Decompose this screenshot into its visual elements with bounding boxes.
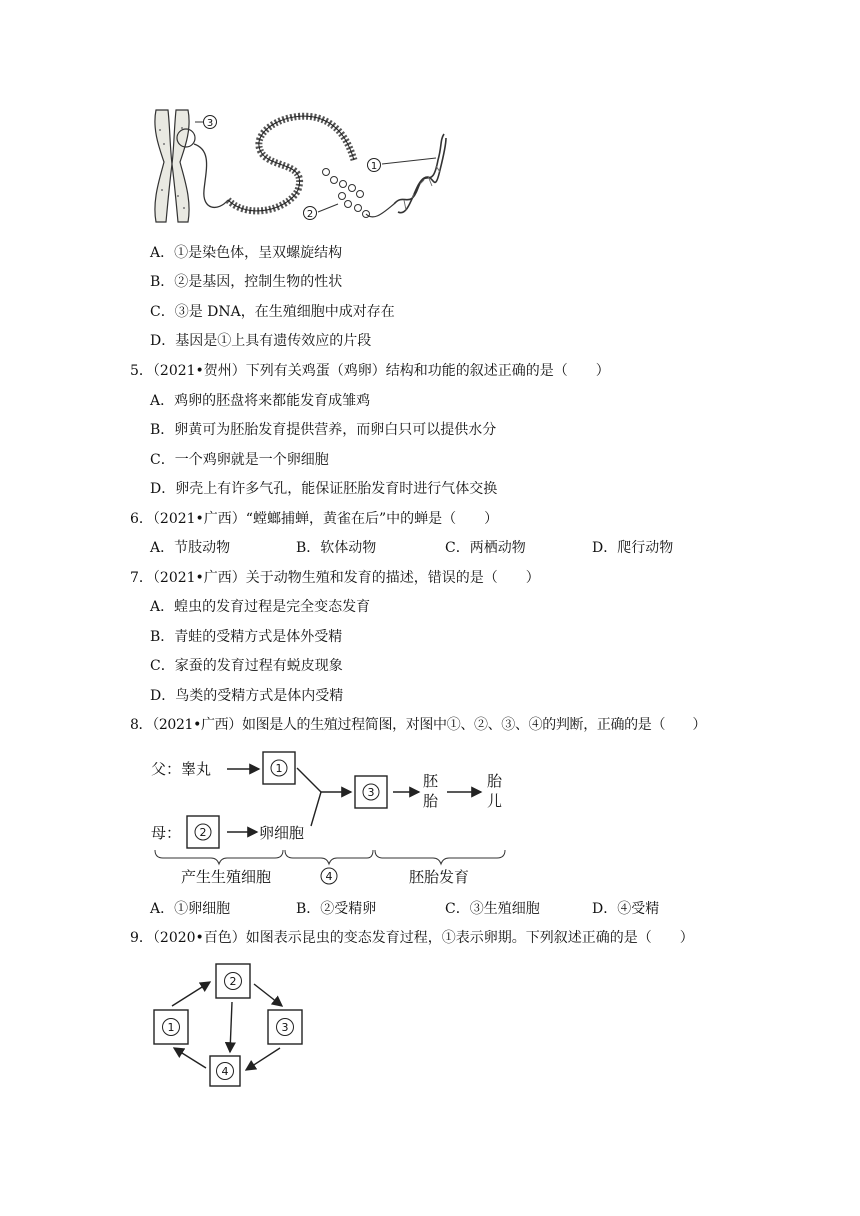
- q8-option-a[interactable]: A．①卵细胞: [150, 901, 231, 917]
- figure-label-1: [368, 159, 381, 173]
- q6-option-a[interactable]: A．节肢动物: [150, 540, 231, 556]
- reproduction-process-diagram: [145, 746, 525, 892]
- brace-label-gametes: 产生生殖细胞: [181, 868, 272, 886]
- q4-option-c[interactable]: C．③是 DNA，在生殖细胞中成对存在: [150, 304, 395, 320]
- q6-option-d[interactable]: D．爬行动物: [592, 540, 674, 556]
- q6-option-c[interactable]: C．两栖动物: [445, 540, 526, 556]
- figure-label-2: [304, 207, 317, 221]
- q5-option-a[interactable]: A．鸡卵的胚盘将来都能发育成雏鸡: [150, 393, 371, 409]
- svg-text:胎: 胎: [423, 792, 439, 810]
- svg-text:2: 2: [199, 826, 207, 839]
- svg-text:1: 1: [275, 762, 283, 775]
- svg-text:4: 4: [325, 870, 333, 883]
- q5-stem: 5．（2021•贺州）下列有关鸡蛋（鸡卵）结构和功能的叙述正确的是（ ）: [130, 363, 610, 379]
- insect-metamorphosis-diagram: [148, 958, 338, 1088]
- svg-text:1: 1: [370, 161, 378, 172]
- svg-text:2: 2: [306, 209, 314, 220]
- mother-label: 母：: [151, 824, 182, 842]
- fetus-label: 胎: [487, 772, 503, 790]
- q8-stem: 8．（2021•广西）如图是人的生殖过程简图，对图中①、②、③、④的判断，正确的是（ ）: [130, 717, 707, 733]
- q7-option-a[interactable]: A．蝗虫的发育过程是完全变态发育: [150, 599, 371, 615]
- q7-option-c[interactable]: C．家蚕的发育过程有蜕皮现象: [150, 658, 343, 674]
- father-label: 父：睾丸: [151, 760, 212, 778]
- embryo-label: 胚: [423, 772, 439, 790]
- q6-stem: 6．（2021•广西）“螳螂捕蝉，黄雀在后”中的蝉是（ ）: [130, 511, 499, 527]
- q5-option-c[interactable]: C．一个鸡卵就是一个卵细胞: [150, 452, 329, 468]
- brace-label-4: [321, 868, 337, 884]
- svg-text:2: 2: [229, 975, 237, 988]
- svg-text:3: 3: [367, 786, 375, 799]
- q7-stem: 7．（2021•广西）关于动物生殖和发育的描述，错误的是（ ）: [130, 570, 540, 586]
- brace-label-embryo-development: 胚胎发育: [409, 868, 470, 886]
- chromosome-dna-figure: [148, 100, 448, 230]
- q7-option-d[interactable]: D．鸟类的受精方式是体内受精: [150, 688, 344, 704]
- q4-option-a[interactable]: A．①是染色体，呈双螺旋结构: [150, 245, 343, 261]
- q4-option-b[interactable]: B．②是基因，控制生物的性状: [150, 274, 343, 290]
- q5-option-d[interactable]: D．卵壳上有许多气孔，能保证胚胎发育时进行气体交换: [150, 481, 498, 497]
- q9-stem: 9．（2020•百色）如图表示昆虫的变态发育过程，①表示卵期。下列叙述正确的是（ ）: [130, 930, 694, 946]
- q8-option-d[interactable]: D．④受精: [592, 901, 660, 917]
- q8-option-c[interactable]: C．③生殖细胞: [445, 901, 540, 917]
- egg-cell-label: 卵细胞: [259, 824, 305, 842]
- q8-option-b[interactable]: B．②受精卵: [296, 901, 377, 917]
- svg-text:4: 4: [221, 1065, 229, 1078]
- q5-option-b[interactable]: B．卵黄可为胚胎发育提供营养，而卵白只可以提供水分: [150, 422, 497, 438]
- figure-label-3: [204, 116, 217, 130]
- svg-text:3: 3: [281, 1021, 289, 1034]
- svg-text:儿: 儿: [487, 792, 503, 810]
- svg-text:3: 3: [206, 118, 214, 129]
- svg-text:1: 1: [167, 1021, 175, 1034]
- q7-option-b[interactable]: B．青蛙的受精方式是体外受精: [150, 629, 343, 645]
- q4-option-d[interactable]: D．基因是①上具有遗传效应的片段: [150, 333, 372, 349]
- q6-option-b[interactable]: B．软体动物: [296, 540, 377, 556]
